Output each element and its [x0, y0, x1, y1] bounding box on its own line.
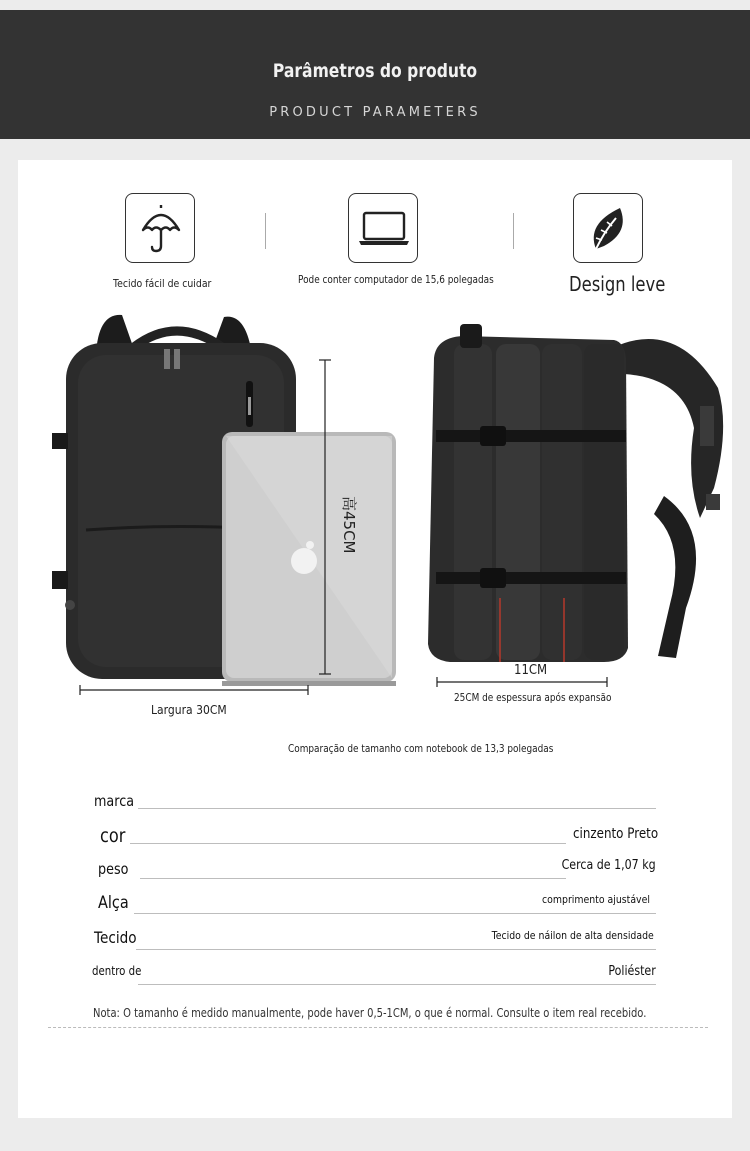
- spec-value-fabric: Tecido de náilon de alta densidade: [491, 929, 654, 942]
- laptop-icon: [348, 193, 418, 263]
- backpack-front-image: [46, 305, 416, 700]
- spec-label-fabric: Tecido: [94, 928, 137, 947]
- spec-divider: [130, 843, 566, 844]
- height-label: 高45CM: [340, 496, 358, 554]
- backpack-side-image: [414, 318, 734, 678]
- measurement-note: Nota: O tamanho é medido manualmente, pode haver 0,5-1CM, o que é normal. Consulte o item real recebido.: [93, 1006, 647, 1020]
- feature-label-fabric: Tecido fácil de cuidar: [113, 277, 212, 290]
- feature-label-laptop: Pode conter computador de 15,6 polegadas: [298, 274, 494, 286]
- spec-value-strap: comprimento ajustável: [542, 893, 650, 906]
- expansion-label: 25CM de espessura após expansão: [454, 692, 612, 704]
- spec-divider: [138, 808, 656, 809]
- height-dimension-line: [318, 358, 332, 676]
- spec-label-brand: marca: [94, 792, 135, 810]
- spec-divider: [136, 949, 656, 950]
- width-dimension-line: [78, 684, 310, 696]
- umbrella-icon: [125, 193, 195, 263]
- page-title: Parâmetros do produto: [272, 60, 478, 82]
- note-divider: [48, 1027, 708, 1028]
- spec-divider: [138, 984, 656, 985]
- comparison-caption: Comparação de tamanho com notebook de 13,3 polegadas: [288, 743, 554, 755]
- spec-divider: [140, 878, 566, 879]
- leaf-icon: [573, 193, 643, 263]
- page-subtitle: PRODUCT PARAMETERS: [269, 105, 481, 120]
- header-banner: [0, 10, 750, 139]
- depth-label: 11CM: [514, 663, 548, 678]
- feature-separator: [265, 213, 266, 249]
- spec-label-weight: peso: [98, 860, 129, 878]
- spec-label-lining: dentro de: [92, 964, 142, 978]
- spec-value-weight: Cerca de 1,07 kg: [561, 858, 656, 873]
- expansion-dimension-line: [435, 676, 609, 688]
- spec-label-strap: Alça: [98, 893, 129, 913]
- feature-label-design: Design leve: [569, 272, 666, 296]
- spec-label-color: cor: [100, 825, 126, 847]
- spec-divider: [134, 913, 656, 914]
- spec-value-color: cinzento Preto: [572, 826, 658, 842]
- spec-value-lining: Poliéster: [608, 964, 656, 979]
- width-label: Largura 30CM: [151, 703, 227, 717]
- feature-separator: [513, 213, 514, 249]
